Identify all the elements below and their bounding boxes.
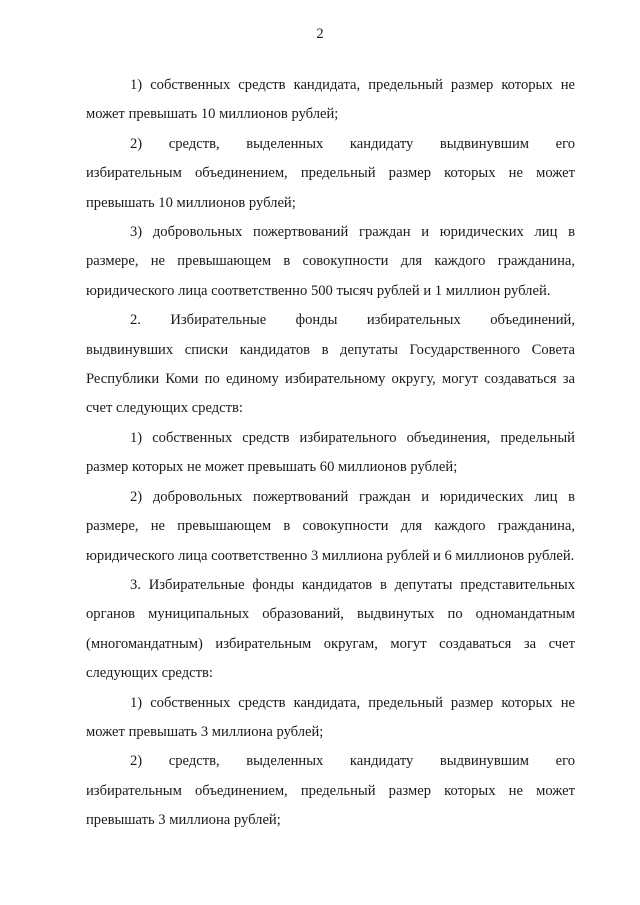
paragraph-2-2: 2) добровольных пожертвований граждан и юридических лиц в размере, не превышающем в совокупности для каждого гражданина, юридического лица соответственно 3 миллиона рублей и 6 миллионов рублей. bbox=[86, 488, 575, 564]
paragraph-section-3: 3. Избирательные фонды кандидатов в депутаты представительных органов муниципальных образований, выдвинутых по одномандатным (многомандатным) избирательным округам, могут создаваться за счет следующих средств: bbox=[86, 576, 575, 682]
paragraph-1-1: 1) собственных средств кандидата, предельный размер которых не может превышать 10 миллионов рублей; bbox=[86, 77, 575, 123]
paragraph-2-1: 1) собственных средств избирательного объединения, предельный размер которых не может превышать 60 миллионов рублей; bbox=[86, 429, 575, 476]
page-number: 2 bbox=[316, 26, 324, 42]
paragraph-3-1: 1) собственных средств кандидата, предельный размер которых не может превышать 3 миллиона рублей; bbox=[86, 694, 575, 740]
document-body bbox=[86, 71, 575, 836]
paragraph-1-3: 3) добровольных пожертвований граждан и юридических лиц в размере, не превышающем в совокупности для каждого гражданина, юридического лица соответственно 500 тысяч рублей и 1 миллион рублей. bbox=[86, 224, 575, 299]
paragraph-1-2: 2) средств, выделенных кандидату выдвинувшим его избирательным объединением, предельный размер которых не может превышать 10 миллионов рублей; bbox=[86, 135, 575, 211]
paragraph-3-2: 2) средств, выделенных кандидату выдвинувшим его избирательным объединением, предельный размер которых не может превышать 3 миллиона рублей; bbox=[86, 753, 575, 829]
paragraph-section-2: 2. Избирательные фонды избирательных объединений, выдвинувших списки кандидатов в депутаты Государственного Совета Республики Коми по единому избирательному округу, могут создаваться за счет следующих средств: bbox=[86, 312, 575, 417]
